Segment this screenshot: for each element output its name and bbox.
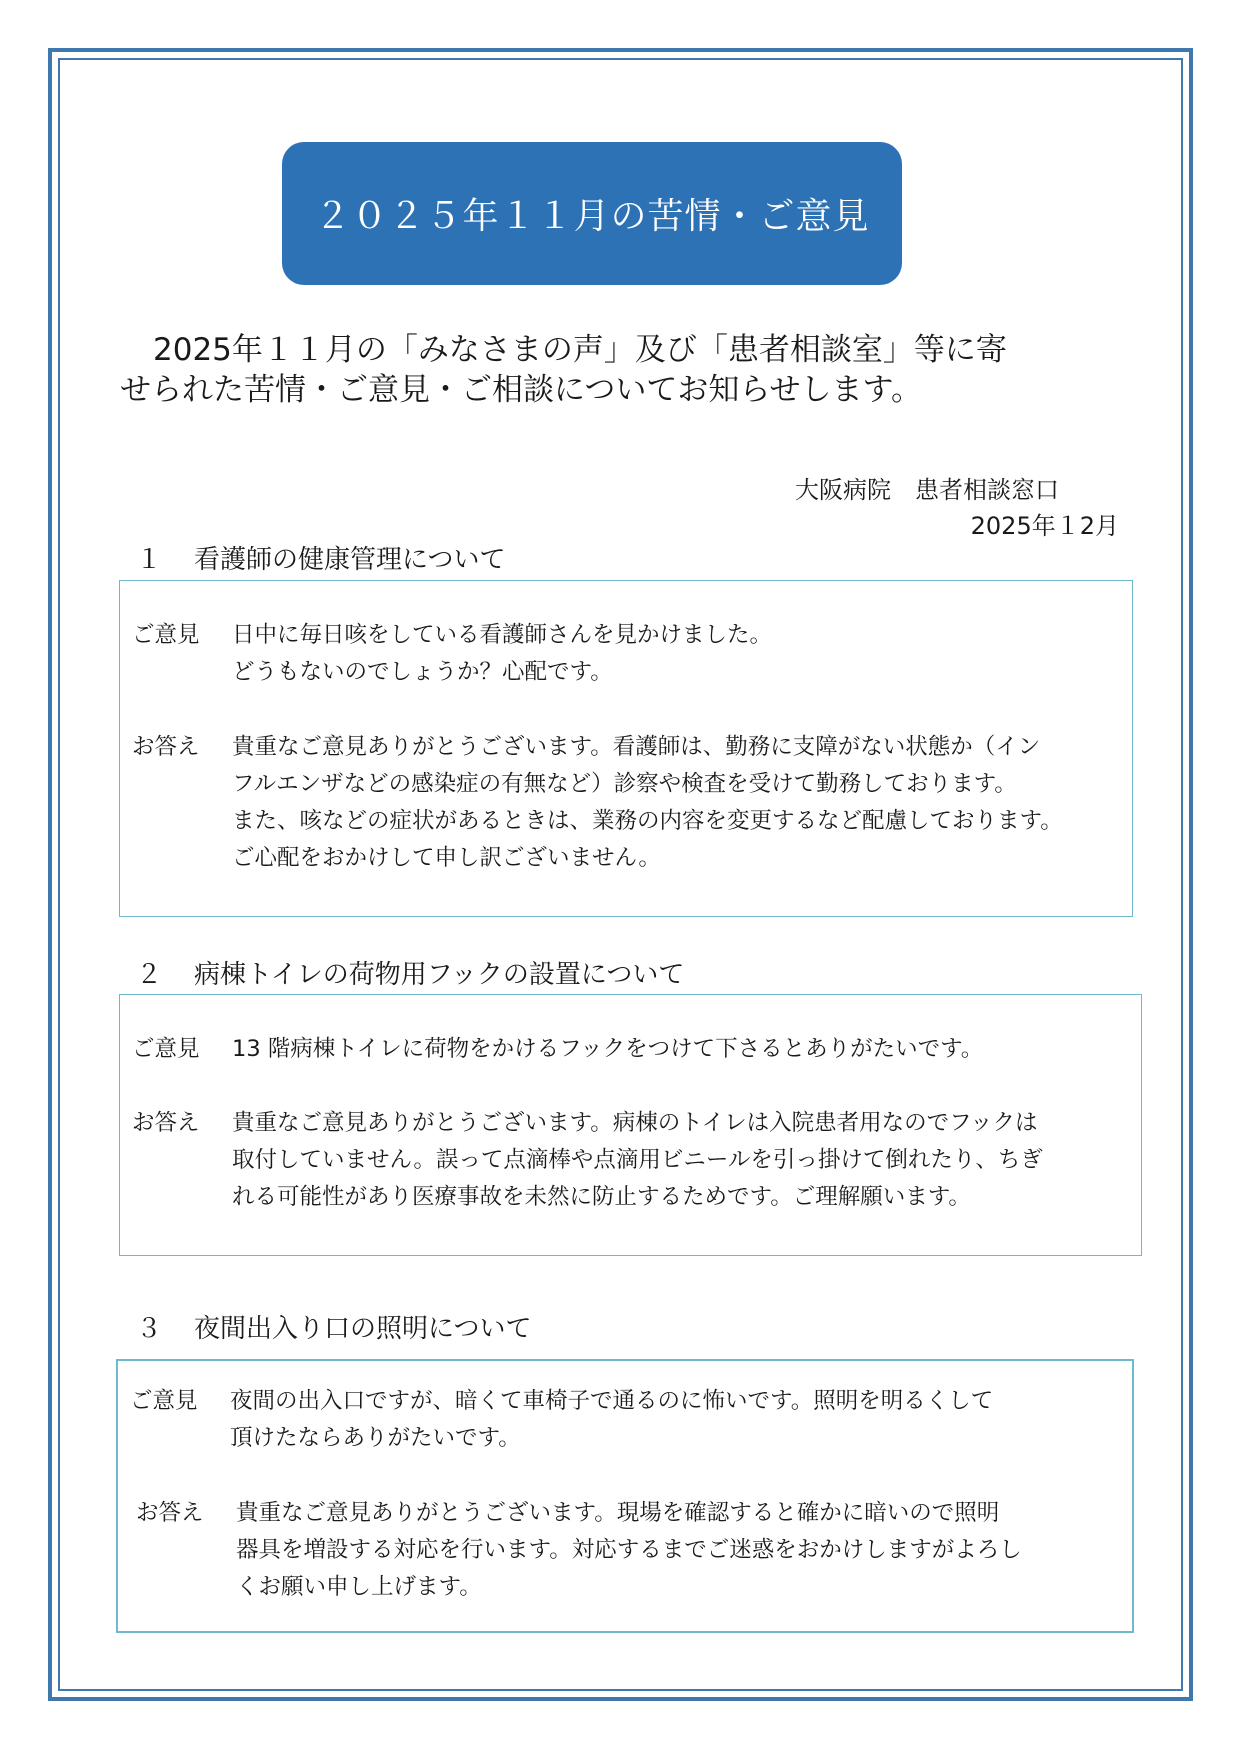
opinion-line: 夜間の出入口ですが、暗くて車椅子で通るのに怖いです。照明を明るくして <box>230 1388 994 1414</box>
answer-line: 貴重なご意見ありがとうございます。病棟のトイレは入院患者用なのでフックは <box>232 1110 1038 1136</box>
opinion-line: 頂けたならありがたいです。 <box>230 1425 521 1451</box>
opinion-line: 13 階病棟トイレに荷物をかけるフックをつけて下さるとありがたいです。 <box>232 1036 984 1062</box>
answer-line: 貴重なご意見ありがとうございます。看護師は、勤務に支障がない状態か（イン <box>232 734 1041 760</box>
section-title: 看護師の健康管理について <box>194 545 506 575</box>
answer-line: くお願い申し上げます。 <box>236 1574 482 1600</box>
answer-line: 取付していません。誤って点滴棒や点滴用ビニールを引っ掛けて倒れたり、ちぎ <box>232 1147 1043 1173</box>
intro-paragraph <box>120 330 1120 410</box>
opinion-text <box>232 617 1124 691</box>
answer-row <box>132 1105 1133 1216</box>
answer-line: また、咳などの症状があるときは、業務の内容を変更するなど配慮しております。 <box>232 808 1063 834</box>
section-title: 夜間出入り口の照明について <box>194 1314 532 1344</box>
qa-box-3 <box>116 1359 1134 1633</box>
section-heading-2 <box>136 957 684 993</box>
answer-text <box>232 729 1124 877</box>
page-title: ２０２５年１１月の苦情・ご意見 <box>314 196 870 237</box>
section-number: ３ <box>136 1314 163 1344</box>
answer-row <box>132 729 1124 877</box>
opinion-label: ご意見 <box>130 1388 198 1414</box>
opinion-text <box>232 1031 1133 1068</box>
answer-label: お答え <box>132 734 200 760</box>
sender: 大阪病院 患者相談窓口 <box>795 476 1059 504</box>
answer-text <box>232 1105 1133 1216</box>
date: 2025年１2月 <box>970 512 1119 540</box>
intro-line-1: 2025年１１月の「みなさまの声」及び「患者相談室」等に寄 <box>153 332 1007 368</box>
opinion-row <box>132 617 1124 691</box>
section-title: 病棟トイレの荷物用フックの設置について <box>194 960 685 990</box>
section-heading-1 <box>136 542 505 578</box>
answer-line: 貴重なご意見ありがとうございます。現場を確認すると確かに暗いので照明 <box>236 1500 1000 1526</box>
section-number: １ <box>136 545 163 575</box>
answer-row <box>136 1495 1124 1606</box>
section-heading-3 <box>136 1311 531 1347</box>
intro-line-2: せられた苦情・ご意見・ご相談についてお知らせします。 <box>120 372 922 408</box>
title-banner <box>282 142 902 285</box>
opinion-line: どうもないのでしょうか？心配です。 <box>232 659 613 685</box>
section-number: ２ <box>136 960 163 990</box>
opinion-label: ご意見 <box>132 1036 200 1062</box>
qa-box-2 <box>119 994 1142 1256</box>
opinion-row <box>130 1383 1124 1457</box>
opinion-row <box>132 1031 1133 1068</box>
opinion-text <box>230 1383 1124 1457</box>
answer-line: 器具を増設する対応を行います。対応するまでご迷惑をおかけしますがよろし <box>236 1537 1022 1563</box>
answer-line: ご心配をおかけして申し訳ございません。 <box>232 845 661 871</box>
answer-line: フルエンザなどの感染症の有無など）診察や検査を受けて勤務しております。 <box>232 771 1017 797</box>
answer-label: お答え <box>136 1500 204 1526</box>
answer-text <box>236 1495 1124 1606</box>
opinion-line: 日中に毎日咳をしている看護師さんを見かけました。 <box>232 622 773 648</box>
answer-label: お答え <box>132 1110 200 1136</box>
answer-line: れる可能性があり医療事故を未然に防止するためです。ご理解願います。 <box>232 1184 971 1210</box>
opinion-label: ご意見 <box>132 622 200 648</box>
qa-box-1 <box>119 580 1133 917</box>
